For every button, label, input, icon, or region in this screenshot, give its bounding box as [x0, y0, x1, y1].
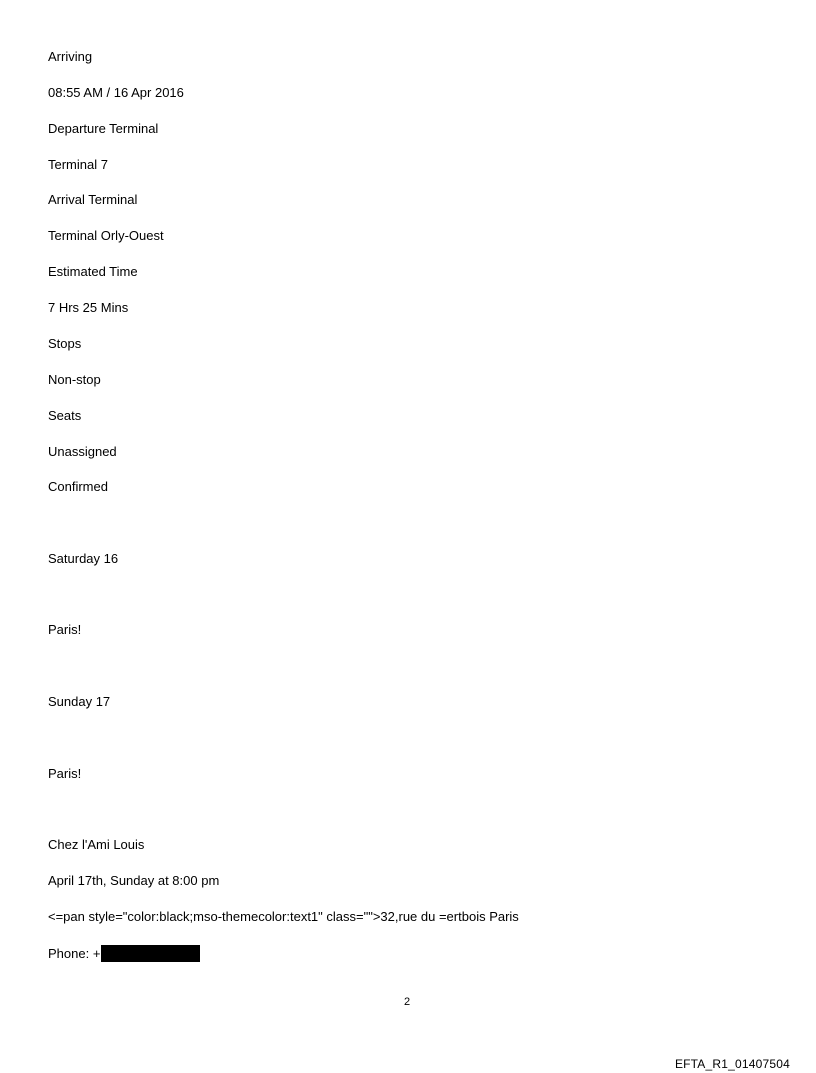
restaurant-address: <=pan style="color:black;mso-themecolor:text1" class="">32,rue du =ertbois Paris: [48, 909, 519, 924]
phone-label: Phone: +: [48, 946, 101, 961]
departure-terminal-label: Departure Terminal: [48, 121, 159, 136]
reservation-datetime: April 17th, Sunday at 8:00 pm: [48, 873, 220, 888]
stops-value: Non-stop: [48, 372, 101, 387]
estimated-time-value: 7 Hrs 25 Mins: [48, 300, 129, 315]
departure-terminal-value: Terminal 7: [48, 157, 108, 172]
arriving-value: 08:55 AM / 16 Apr 2016: [48, 85, 184, 100]
redaction-bar: [101, 945, 200, 962]
estimated-time-label: Estimated Time: [48, 264, 138, 279]
day-heading-saturday: Saturday 16: [48, 551, 119, 566]
arriving-label: Arriving: [48, 49, 93, 64]
day-note-saturday: Paris!: [48, 622, 82, 637]
document-id: EFTA_R1_01407504: [674, 1057, 790, 1071]
stops-label: Stops: [48, 336, 82, 351]
booking-status: Confirmed: [48, 479, 108, 494]
page-number: 2: [404, 996, 411, 1008]
arrival-terminal-label: Arrival Terminal: [48, 192, 138, 207]
seats-value: Unassigned: [48, 444, 117, 459]
day-heading-sunday: Sunday 17: [48, 694, 111, 709]
seats-label: Seats: [48, 408, 82, 423]
phone-line: [48, 945, 200, 962]
arrival-terminal-value: Terminal Orly-Ouest: [48, 228, 164, 243]
restaurant-name: Chez l'Ami Louis: [48, 837, 145, 852]
day-note-sunday: Paris!: [48, 766, 82, 781]
